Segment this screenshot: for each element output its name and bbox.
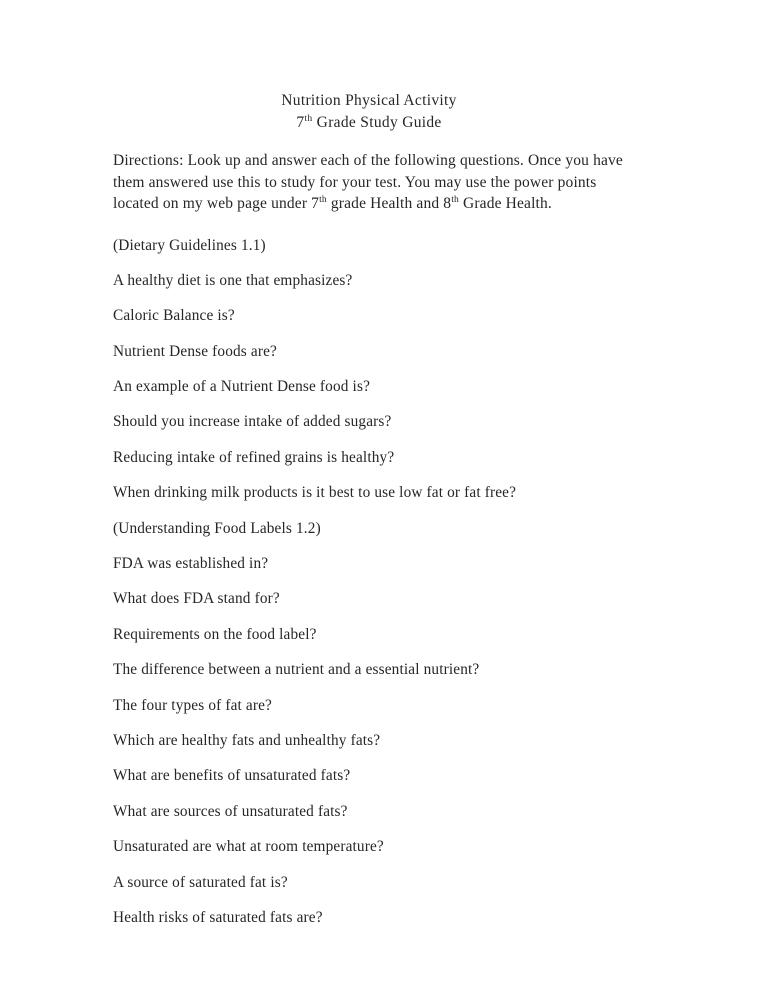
directions-text-part-1: Directions: Look up and answer each of the following questions. Once you have them answered use this to study for your test. You may use the power points located on my web page under 7 <box>113 152 623 212</box>
title-grade-number: 7 <box>296 113 305 131</box>
list-item: Health risks of saturated fats are? <box>113 908 323 926</box>
list-item: When drinking milk products is it best to use low fat or fat free? <box>113 484 517 502</box>
list-item: An example of a Nutrient Dense food is? <box>113 378 371 396</box>
list-item: FDA was established in? <box>113 555 269 573</box>
list-item: (Understanding Food Labels 1.2) <box>113 519 321 537</box>
list-item: The difference between a nutrient and a essential nutrient? <box>113 661 480 679</box>
list-item: Reducing intake of refined grains is healthy? <box>113 448 395 466</box>
list-item: (Dietary Guidelines 1.1) <box>113 236 266 254</box>
list-item: Caloric Balance is? <box>113 307 235 325</box>
directions-paragraph <box>113 150 625 215</box>
list-item: A healthy diet is one that emphasizes? <box>113 271 353 289</box>
directions-text-part-2: grade Health and 8 <box>326 195 452 212</box>
list-item: The four types of fat are? <box>113 696 272 714</box>
list-item: What are benefits of unsaturated fats? <box>113 767 351 785</box>
title-line-1: Nutrition Physical Activity <box>281 92 457 109</box>
list-item: What does FDA stand for? <box>113 590 280 608</box>
question-list <box>113 237 625 945</box>
list-item: A source of saturated fat is? <box>113 873 288 891</box>
list-item: Which are healthy fats and unhealthy fats? <box>113 731 381 749</box>
list-item: Nutrient Dense foods are? <box>113 342 277 360</box>
title-line-2 <box>113 112 625 134</box>
page-title <box>113 90 625 133</box>
directions-ordinal-suffix-2: th <box>451 193 459 205</box>
list-item: Should you increase intake of added sugars? <box>113 413 392 431</box>
list-item: Unsaturated are what at room temperature? <box>113 838 384 856</box>
directions-text-part-3: Grade Health. <box>458 195 552 212</box>
title-grade-ordinal-suffix: th <box>304 112 313 124</box>
directions-ordinal-suffix-1: th <box>319 193 327 205</box>
list-item: Requirements on the food label? <box>113 625 317 643</box>
title-grade-text: Grade Study Guide <box>312 113 442 131</box>
list-item: What are sources of unsaturated fats? <box>113 802 348 820</box>
